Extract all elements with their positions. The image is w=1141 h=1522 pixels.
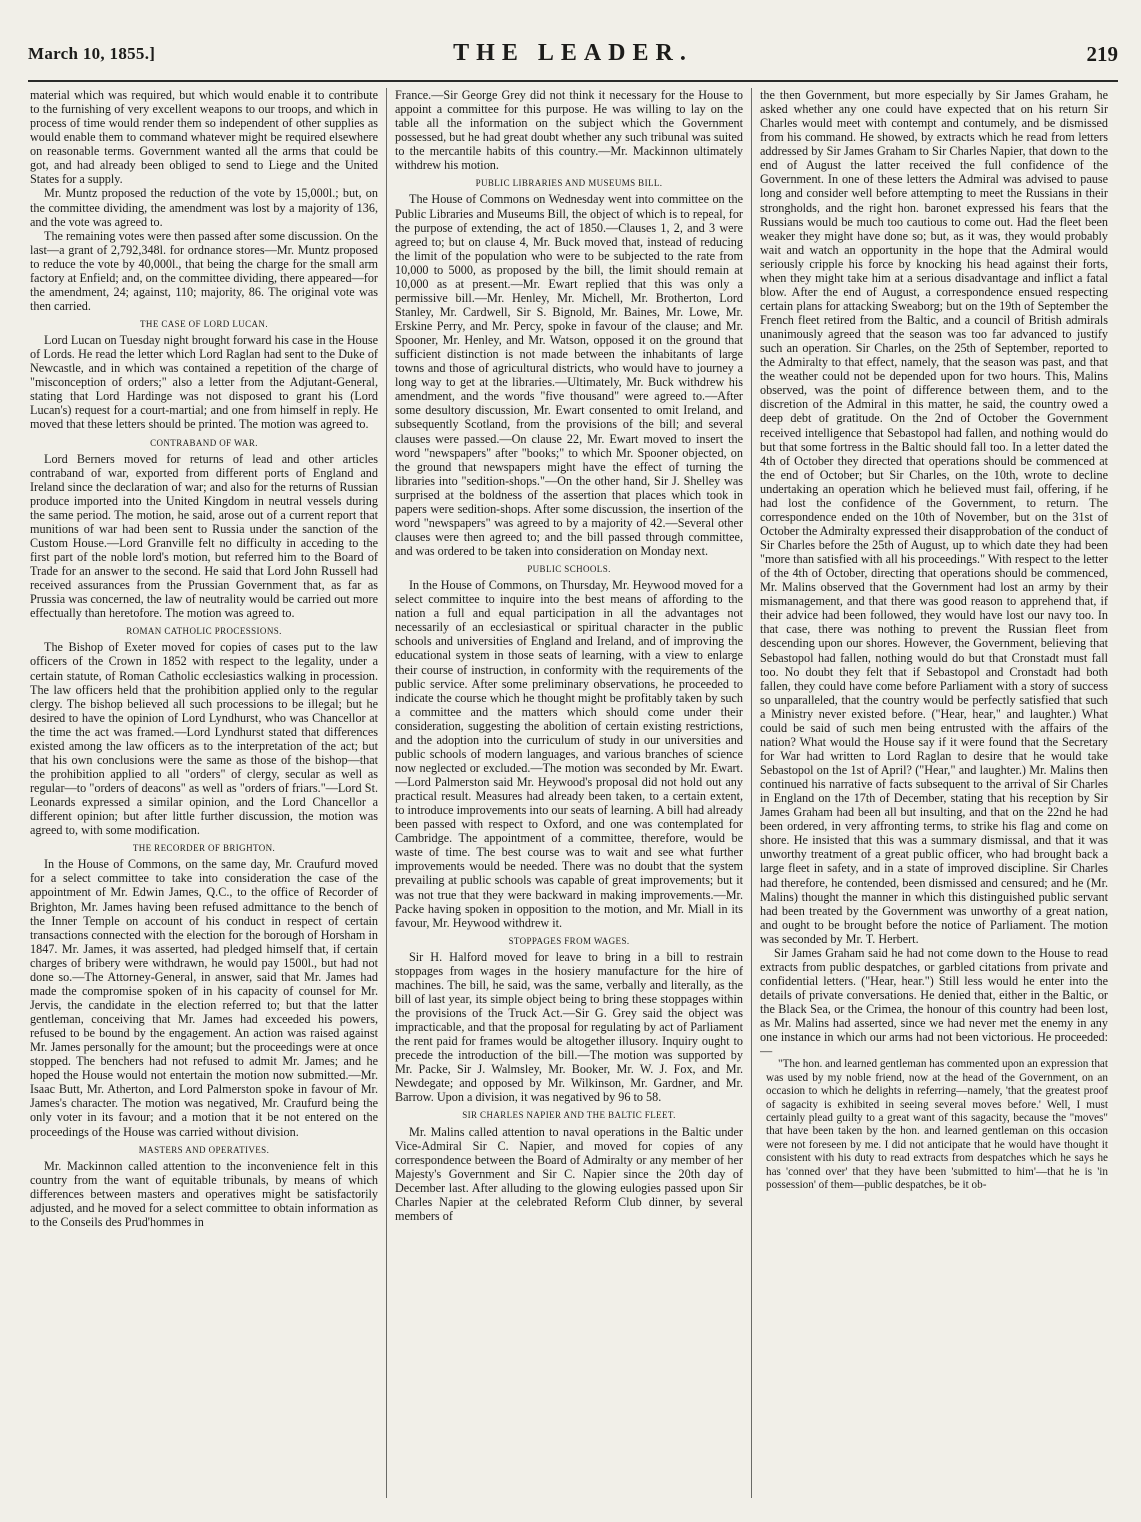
paragraph: In the House of Commons, on Thursday, Mr. Heywood moved for a select committee to inquire into the best means of affording to the nation a full and equal participation in all the advantages not necessarily of an ecclesiastical or spiritual character in the public schools and universities of England and Ireland, and of improving the educational system in those seats of learning, with a view to enlarge their course of instruction, in conformity with the requirements of the public service. After some preliminary observations, he proceeded to indicate the course which he thought might be profitably taken by such a committee and the matters which should come under their consideration, suggesting the abolition of certain existing restrictions, and the adoption into the curriculum of study in our universities and public schools of modern languages, and various branches of science now neglected or excluded.—The motion was seconded by Mr. Ewart.—Lord Palmerston said Mr. Heywood's proposal did not hold out any practical result. Measures had already been taken, to a certain extent, to introduce improvements into our seats of learning. A bill had already been passed with respect to Oxford, and one was contemplated for Cambridge. The appointment of a committee, therefore, would be waste of time. The best course was to wait and see what further improvements would be needed. There was no doubt that the system prevailing at public schools was capable of great improvements; but it was not true that they were backward in making improvements.—Mr. Packe having spoken in opposition to the motion, and Mr. Miall in its favour, Mr. Heywood withdrew it. [395,578,743,930]
column-3 [760,88,1108,1498]
paragraph: The Bishop of Exeter moved for copies of cases put to the law officers of the Crown in 1852 with respect to the legality, under a certain statute, of Roman Catholic ecclesiastics walking in procession. The law officers held that the prohibition applied only to the regular clergy. The bishop believed all such processions to be illegal; but he desired to have the opinion of Lord Lyndhurst, who was Chancellor at the time the act was framed.—Lord Lyndhurst stated that differences existed among the law officers as to the interpretation of the act; but that his own conclusions were the same as those of the bishop—that the prohibition applied to all "orders" of clergy, secular as well as regular—to "orders of deacons" as well as "orders of friars."—Lord St. Leonards expressed a similar opinion, and the Lord Chancellor a different opinion; but after little further discussion, the motion was agreed to, with some modification. [30,640,378,838]
paragraph: The remaining votes were then passed after some discussion. On the last—a grant of 2,792,348l. for ordnance stores—Mr. Muntz proposed to reduce the vote by 40,000l., that being the charge for the small arm factory at Enfield; and, on the committee dividing, there appeared—for the amendment, 24; against, 110; majority, 86. The original vote was then carried. [30,228,378,313]
header-rule [28,80,1118,82]
quoted-speech: "The hon. and learned gentleman has commented upon an expression that was used by my noble friend, now at the head of the Government, on an occasion to which he delights in referring—namely, 'that the greatest proof of sagacity is exhibited in seeing several moves before.' Well, I must certainly plead guilty to a great want of this sagacity, because the "moves" that have been taken by the hon. and learned gentleman on this occasion were not foreseen by me. I did not anticipate that he would have thought it consistent with his duty to read extracts from despatches which he says he has 'conned over' that they have been 'submitted to him'—that he is 'in possession' of them—public despatches, be it ob- [766,1058,1108,1191]
paragraph: Sir H. Halford moved for leave to bring in a bill to restrain stoppages from wages in the hosiery manufacture for the hire of machines. The bill, he said, was the same, verbally and literally, as the bill of last year, its simple object being to bring these stoppages within the provisions of the Truck Act.—Sir G. Grey said the object was impracticable, and that the proposal for regulating by act of Parliament the rent paid for frames would be altogether illusory. Inquiry ought to precede the introduction of the bill.—The motion was supported by Mr. Packe, Sir J. Walmsley, Mr. Booker, Mr. W. J. Fox, and Mr. Newdegate; and opposed by Mr. Wilkinson, Mr. Gardner, and Mr. Barrow. Upon a division, it was negatived by 96 to 58. [395,949,743,1105]
section-heading: MASTERS AND OPERATIVES. [138,1144,270,1155]
masthead [28,36,1118,72]
issue-date: March 10, 1855.] [28,44,156,63]
paragraph: Lord Lucan on Tuesday night brought forward his case in the House of Lords. He read the letter which Lord Raglan had sent to the Duke of Newcastle, and in which was contained a repetition of the charge of "misconception of orders;" also a letter from the Adjutant-General, stating that Lord Hardinge was not disposed to grant his (Lord Lucan's) request for a court-martial; and one from himself in reply. He moved that these letters should be printed. The motion was agreed to. [30,333,378,432]
section-heading: PUBLIC LIBRARIES AND MUSEUMS BILL. [475,178,663,189]
section-heading: STOPPAGES FROM WAGES. [508,935,630,946]
section-heading: SIR CHARLES NAPIER AND THE BALTIC FLEET. [462,1110,676,1121]
paragraph: Sir James Graham said he had not come down to the House to read extracts from public despatches, or garbled citations from private and confidential letters. ("Hear, hear.") Still less would he enter into the details of private conversations. He denied that, either in the Baltic, or the Black Sea, or the Crimea, the honour of this country had been lost, as Mr. Malins had asserted, since we had never met the enemy in any one instance in which our arms had not been victorious. He proceeded:— [760,945,1108,1059]
paragraph: Mr. Mackinnon called attention to the inconvenience felt in this country from the want of equitable tribunals, by means of which differences between masters and operatives might be satisfactorily adjusted, and he moved for a select committee to obtain information as to the Conseils des Prud'hommes in [30,1158,378,1229]
paragraph: the then Government, but more especially by Sir James Graham, he asked whether any one could have expected that on his return Sir Charles would meet with contempt and contumely, and be dismissed from his command. He showed, by extracts which he read from letters addressed by Sir James Graham to Sir Charles Napier, that down to the end of August the latter received the full confidence of the Government. In one of these letters the Admiral was advised to pause long and consider well before attempting to meet the Russians in their strongholds, and the right hon. baronet expressed his fears that the Russians would be much too cautious to come out. Had the fleet been weaker they might have done so; but, as it was, they would probably wait and watch an opportunity in the hope that the Admiral would seriously cripple his force by knocking his head against their forts, when they might take him at a serious disadvantage and inflict a fatal blow. After the end of August, a correspondence ensued respecting certain plans for attacking Sweaborg; but on the 19th of September the French fleet retired from the Baltic, and a council of British admirals unanimously agreed that the season was too far advanced to justify such an operation. Sir Charles, on the 25th of September, reported to the Admiralty to that effect, namely, that the season was past, and that the weather could not be depended upon for two hours. This, Malins observed, was the point of difference between them, and to the discretion of the Admiral in this matter, he said, the country owed a deep debt of gratitude. On the 2nd of October the Government received intelligence that Sebastopol had fallen, and nothing would do but that some fortress in the Baltic should fall too. In a letter dated the 4th of October they directed that operations should be commenced at the end of October; but Sir Charles, on the 10th, wrote to decline undertaking an operation which he believed must fail, offering, if he had lost the confidence of the Government, to return. The correspondence ended on the 10th of November, but on the 31st of October the Admiralty expressed their disapprobation of the conduct of Sir Charles before the 25th of August, up to which date they had been "more than satisfied with all his proceedings." With respect to the letter of the 4th of October, directing that operations should be commenced, Mr. Malins observed that the Government had lost an army by their mismanagement, and that there was good reason to apprehend that, if their advice had been followed, they would have lost our navy too. In that case, there was nothing to prevent the Russian fleet from descending upon our shores. However, the Government, believing that Sebastopol had fallen, nothing would do but that Cronstadt must fall too. No doubt they felt that if Sebastopol and Cronstadt had both fallen, they could have come before Parliament with a story of success so unparalleled, that the country would be perfectly satisfied that such a Ministry never existed before. ("Hear, hear," and laughter.) What could be said of such men being entrusted with the affairs of the nation? What would the House say if it were found that the Secretary for War had written to Lord Raglan to desire that he would take Sebastopol on the 1st of April? ("Hear," and laughter.) Mr. Malins then continued his narrative of facts subsequent to the arrival of Sir Charles in England on the 17th of December, stating that his reception by Sir James Graham had been all but insulting, and that on the 22nd he had been ordered, in very affronting terms, to strike his flag and come on shore. He insisted that this was a summary dismissal, and that it was unworthy treatment of a great public officer, who had brought back a large fleet in safety, and in a state of improved discipline. Sir Charles had therefore, he contended, been dismissed and censured; and he (Mr. Malins) thought the manner in which this distinguished public servant had been treated by the Government was unworthy of a great nation, and ought to be brought before the notice of Parliament. The motion was seconded by Mr. T. Herbert. [760,88,1108,946]
paragraph: material which was required, but which would enable it to contribute to the furnishing of very excellent weapons to our troops, and which in process of time would render them so independent of other supplies as would enable them to command whatever might be required elsewhere on reasonable terms. Government wanted all the arms that could be got, and had already been obliged to send to Liege and the United States for a supply. [30,88,378,187]
section-heading: THE CASE OF LORD LUCAN. [140,319,268,329]
paragraph: Mr. Muntz proposed the reduction of the vote by 15,000l.; but, on the committee dividing, the amendment was lost by a majority of 136, and the vote was agreed to. [30,186,378,229]
column-divider [386,88,387,1498]
section-heading: ROMAN CATHOLIC PROCESSIONS. [126,626,282,637]
paragraph: The House of Commons on Wednesday went into committee on the Public Libraries and Museums Bill, the object of which is to repeal, for the purpose of extending, the act of 1850.—Clauses 1, 2, and 3 were agreed to; but on clause 4, Mr. Buck moved that, instead of reducing the limit of the population who were to be subjected to the rate from 10,000 to 5000, as proposed by the bill, the limit should remain at 10,000 as at present.—Mr. Ewart replied that this was only a permissive bill.—Mr. Henley, Mr. Michell, Mr. Brotherton, Lord Stanley, Mr. Cardwell, Sir S. Bignold, Mr. Baines, Mr. Lowe, Mr. Erskine Perry, and Mr. Percy, spoke in favour of the clause; and Mr. Spooner, Mr. Henley, and Mr. Watson, opposed it on the ground that sufficient distinction is not made between the inhabitants of large towns and those of agricultural districts, who would have to journey a long way to get at the libraries.—Ultimately, Mr. Buck withdrew his amendment, and the words "five thousand" were agreed to.—After some desultory discussion, Mr. Ewart consented to omit Ireland, and subsequently Scotland, from the provisions of the bill; and several clauses were passed.—On clause 22, Mr. Ewart moved to insert the word "newspapers" after "books;" to which Mr. Spooner objected, on the ground that newspapers might have the effect of turning the libraries into "sedition-shops."—On the other hand, Sir J. Shelley was surprised at the boldness of the assertion that places which took in papers were sedition-shops. After some discussion, the insertion of the word "newspapers" was agreed to by a majority of 42.—Several other clauses were then agreed to; and the bill passed through committee, and was ordered to be taken into consideration on Monday next. [395,192,743,558]
paragraph: Mr. Malins called attention to naval operations in the Baltic under Vice-Admiral Sir C. Napier, and moved for copies of any correspondence between the Board of Admiralty or any member of her Majesty's Government and Sir C. Napier since the 20th day of December last. After alluding to the glowing eulogies passed upon Sir Charles Napier at the celebrated Reform Club dinner, by several members of [395,1124,743,1223]
page-number: 219 [1086,42,1118,66]
section-heading: CONTRABAND OF WAR. [150,437,258,448]
column-divider [751,88,752,1498]
section-heading: THE RECORDER OF BRIGHTON. [132,843,276,854]
paragraph: France.—Sir George Grey did not think it necessary for the House to appoint a committee for this purpose. He was willing to lay on the table all the information on the subject which the Government possessed, but he had great doubt whether any such tribunal was suited to the mercantile habits of this country.—Mr. Mackinnon ultimately withdrew his motion. [395,88,743,173]
paragraph: In the House of Commons, on the same day, Mr. Craufurd moved for a select committee to take into consideration the case of the appointment of Mr. Edwin James, Q.C., to the office of Recorder of Brighton, Mr. James having been refused admittance to the bench of the Inner Temple on account of his conduct in respect of certain transactions connected with the election for the borough of Horsham in 1847. Mr. James, it was asserted, had pledged himself that, if certain charges of bribery were withdrawn, he would pay 1500l., but had not done so.—The Attorney-General, in answer, said that Mr. James had made the compromise spoken of in his capacity of counsel for Mr. Jervis, the candidate in the election referred to; but that the latter gentleman, conceiving that Mr. James had exceeded his powers, refused to be bound by the engagement. An action was raised against Mr. James personally for the amount; but the proceedings were at once stopped. The benchers had not refused to admit Mr. James; and he hoped the House would not entertain the motion now submitted.—Mr. Isaac Butt, Mr. Atherton, and Lord Palmerston spoke in favour of Mr. James's character. The motion was negatived, Mr. Craufurd being the only voter in its favour; and a motion that it be not entered on the proceedings of the House was carried without division. [30,857,378,1139]
column-1 [30,88,378,1498]
column-2 [395,88,743,1498]
section-heading: PUBLIC SCHOOLS. [527,564,611,575]
paragraph: Lord Berners moved for returns of lead and other articles contraband of war, exported from different ports of England and Ireland since the declaration of war; and also for the returns of Russian produce imported into the United Kingdom in neutral vessels during the same period. The motion, he said, arose out of a current report that munitions of war had been sent to Russia under the sanction of the Custom House.—Lord Granville felt no difficulty in acceding to the first part of the noble lord's motion, but referred him to the Board of Trade for an answer to the second. He said that Lord John Russell had received assurances from the Prussian Government that, as far as Prussia was concerned, the law of neutrality would be carried out more effectually than heretofore. The motion was agreed to. [30,451,378,621]
newspaper-title: THE LEADER. [453,40,693,66]
